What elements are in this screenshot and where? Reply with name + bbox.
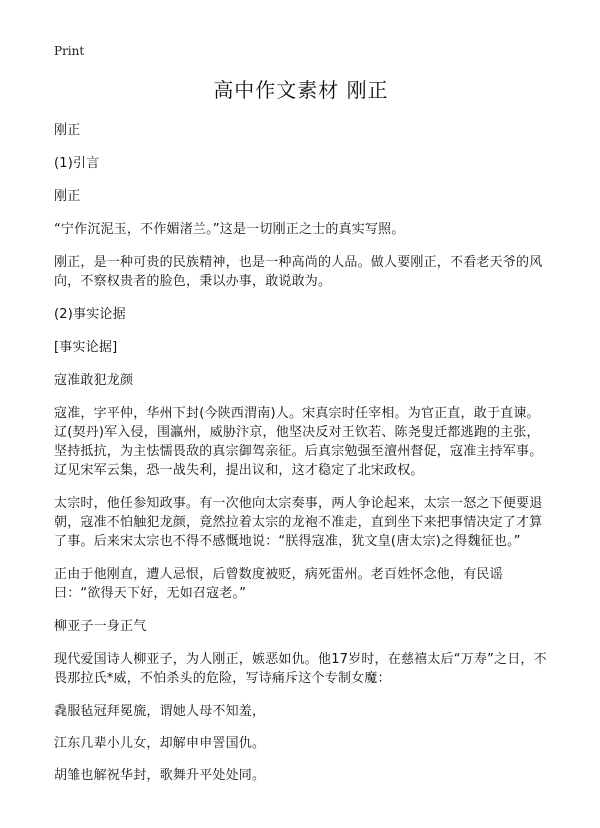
paragraph-kouzhun-legacy: 正由于他刚直，遭人忌恨，后曾数度被贬，病死雷州。老百姓怀念他，有民谣曰：“欲得天下好，无如召寇老。”	[54, 567, 503, 601]
page-title: 高中作文素材 刚正	[213, 78, 389, 102]
paragraph-liuyazi-heading: 柳亚子一身正气	[54, 619, 147, 634]
paragraph-liuyazi-bio: 现代爱国诗人柳亚子，为人刚正，嫉恶如仇。他17岁时，在慈禧太后“万寿”之日，不畏那拉氏*威，不怕杀头的危险，写诗痛斥这个专制女魔：	[54, 652, 547, 686]
print-label: Print	[54, 44, 85, 58]
paragraph-section-facts: (2)事实论据	[54, 307, 126, 322]
paragraph-kouzhun-heading: 寇准敢犯龙颜	[54, 373, 134, 388]
paragraph-poem-line-2: 江东几辈小儿女，却解申申詈国仇。	[54, 736, 266, 751]
paragraph-section-intro: (1)引言	[54, 156, 100, 171]
paragraph-subheading-gangzheng: 刚正	[54, 189, 81, 204]
paragraph-poem-line-1: 毳服毡冠拜冕旒，谓她人母不知羞，	[54, 704, 266, 719]
paragraph-kouzhun-taizong: 太宗时，他任参知政事。有一次他向太宗奏事，两人争论起来，太宗一怒之下便要退朝，寇准不怕触犯龙颜，竟然拉着太宗的龙袍不准走，直到坐下来把事情决定了才算了事。后来宋太宗也不得不感慨地说：“朕得寇准，犹文皇(唐太宗)之得魏征也。”	[54, 496, 543, 549]
paragraph-quote: “宁作沉泥玉，不作媚渚兰。”这是一切刚正之士的真实写照。	[54, 222, 405, 237]
paragraph-heading-gangzheng: 刚正	[54, 123, 81, 138]
paragraph-kouzhun-bio: 寇准，字平仲，华州下封(今陕西渭南)人。宋真宗时任宰相。为官正直，敢于直谏。辽(契丹)军入侵，围瀛州，威胁汴京，他坚决反对王钦若、陈尧叟迁都逃跑的主张，坚持抵抗，为主怯懦畏敌的真宗御驾亲征。后真宗勉强至澶州督促，寇准主持军事。辽见宋军云集，恐一战失利，提出议和，这才稳定了北宋政权。	[54, 406, 543, 478]
paragraph-poem-line-3: 胡雏也解祝华封，歌舞升平处处同。	[54, 768, 266, 783]
paragraph-facts-label: [事实论据]	[54, 340, 118, 355]
paragraph-definition: 刚正，是一种可贵的民族精神，也是一种高尚的人品。做人要刚正，不看老天爷的风向，不察权贵者的脸色，秉以办事，敢说敢为。	[54, 255, 543, 289]
